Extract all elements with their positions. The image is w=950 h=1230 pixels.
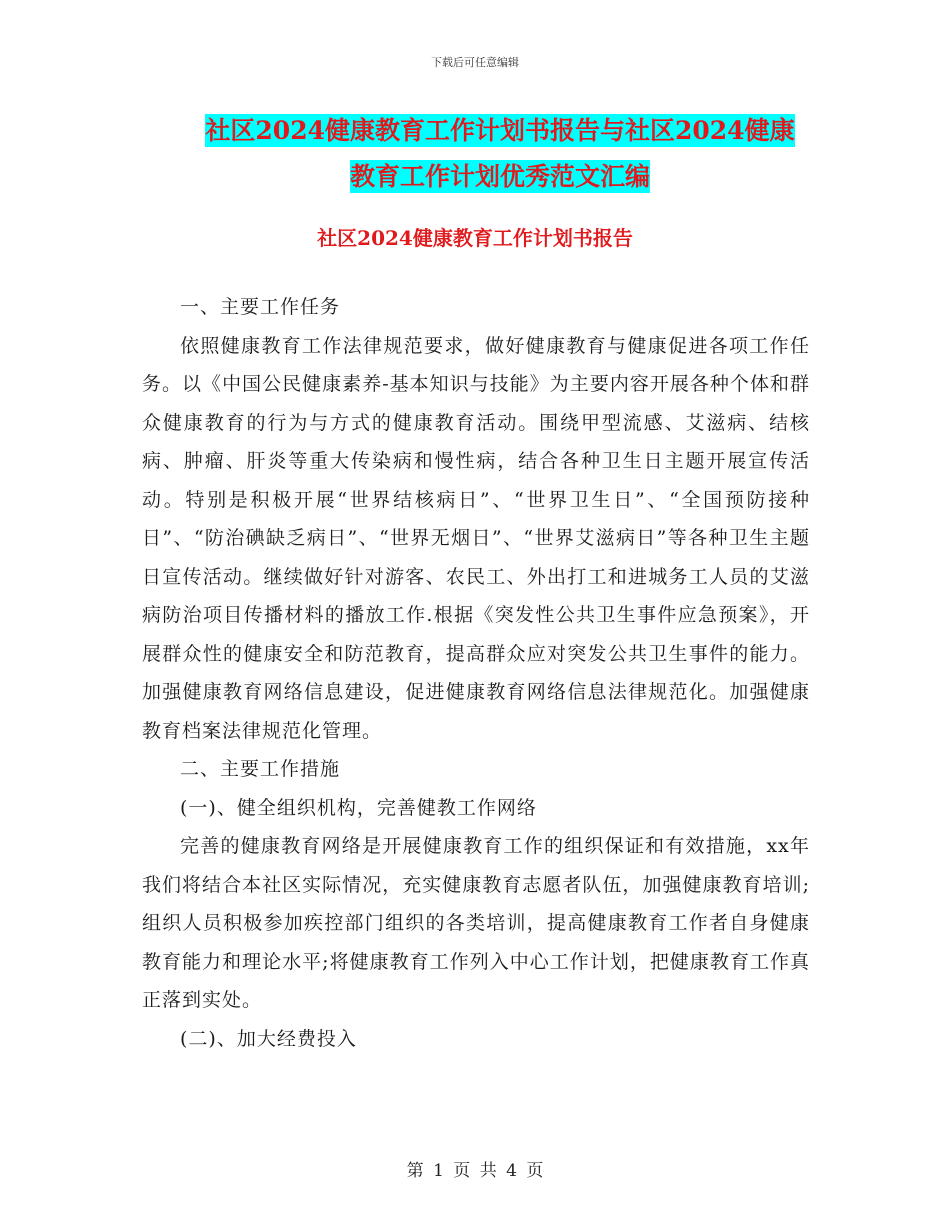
title-line-2: 教育工作计划优秀范文汇编 bbox=[349, 162, 650, 191]
heading-main-tasks: 一、主要工作任务 bbox=[180, 296, 341, 318]
paragraph-main-tasks: 依照健康教育工作法律规范要求，做好健康教育与健康促进各项工作任务。以《中国公民健康素养-基本知识与技能》为主要内容开展各种个体和群众健康教育的行为与方式的健康教育活动。围绕甲型流感、艾滋病、结核病、肿瘤、肝炎等重大传染病和慢性病，结合各种卫生日主题开展宣传活动。特别是积极开展“世界结核病日”、“世界卫生日”、“全国预防接种日”、“防治碘缺乏病日”、“世界无烟日”、“世界艾滋病日”等各种卫生主题日宣传活动。继续做好针对游客、农民工、外出打工和进城务工人员的艾滋病防治项目传播材料的播放工作.根据《突发性公共卫生事件应急预案》，开展群众性的健康安全和防范教育，提高群众应对突发公共卫生事件的能力。加强健康教育网络信息建设，促进健康教育网络信息法律规范化。加强健康教育档案法律规范化管理。 bbox=[142, 334, 810, 742]
section-title: 社区2024健康教育工作计划书报告 bbox=[317, 226, 633, 250]
heading-main-measures: 二、主要工作措施 bbox=[180, 758, 341, 780]
header-note: 下载后可任意编辑 bbox=[431, 56, 519, 69]
paragraph-organization: 完善的健康教育网络是开展健康教育工作的组织保证和有效措施，xx年我们将结合本社区实际情况，充实健康教育志愿者队伍，加强健康教育培训;组织人员积极参加疾控部门组织的各类培训，提高健康教育工作者自身健康教育能力和理论水平;将健康教育工作列入中心工作计划，把健康教育工作真正落到实处。 bbox=[142, 835, 810, 1011]
document-title bbox=[140, 108, 860, 200]
title-line-1: 社区2024健康教育工作计划书报告与社区2024健康 bbox=[205, 116, 795, 145]
document-body bbox=[142, 288, 810, 1058]
heading-organization: (一)、健全组织机构，完善健教工作网络 bbox=[180, 796, 537, 819]
page-number: 第 1 页 共 4 页 bbox=[406, 1161, 544, 1181]
heading-funding: (二)、加大经费投入 bbox=[180, 1027, 357, 1050]
